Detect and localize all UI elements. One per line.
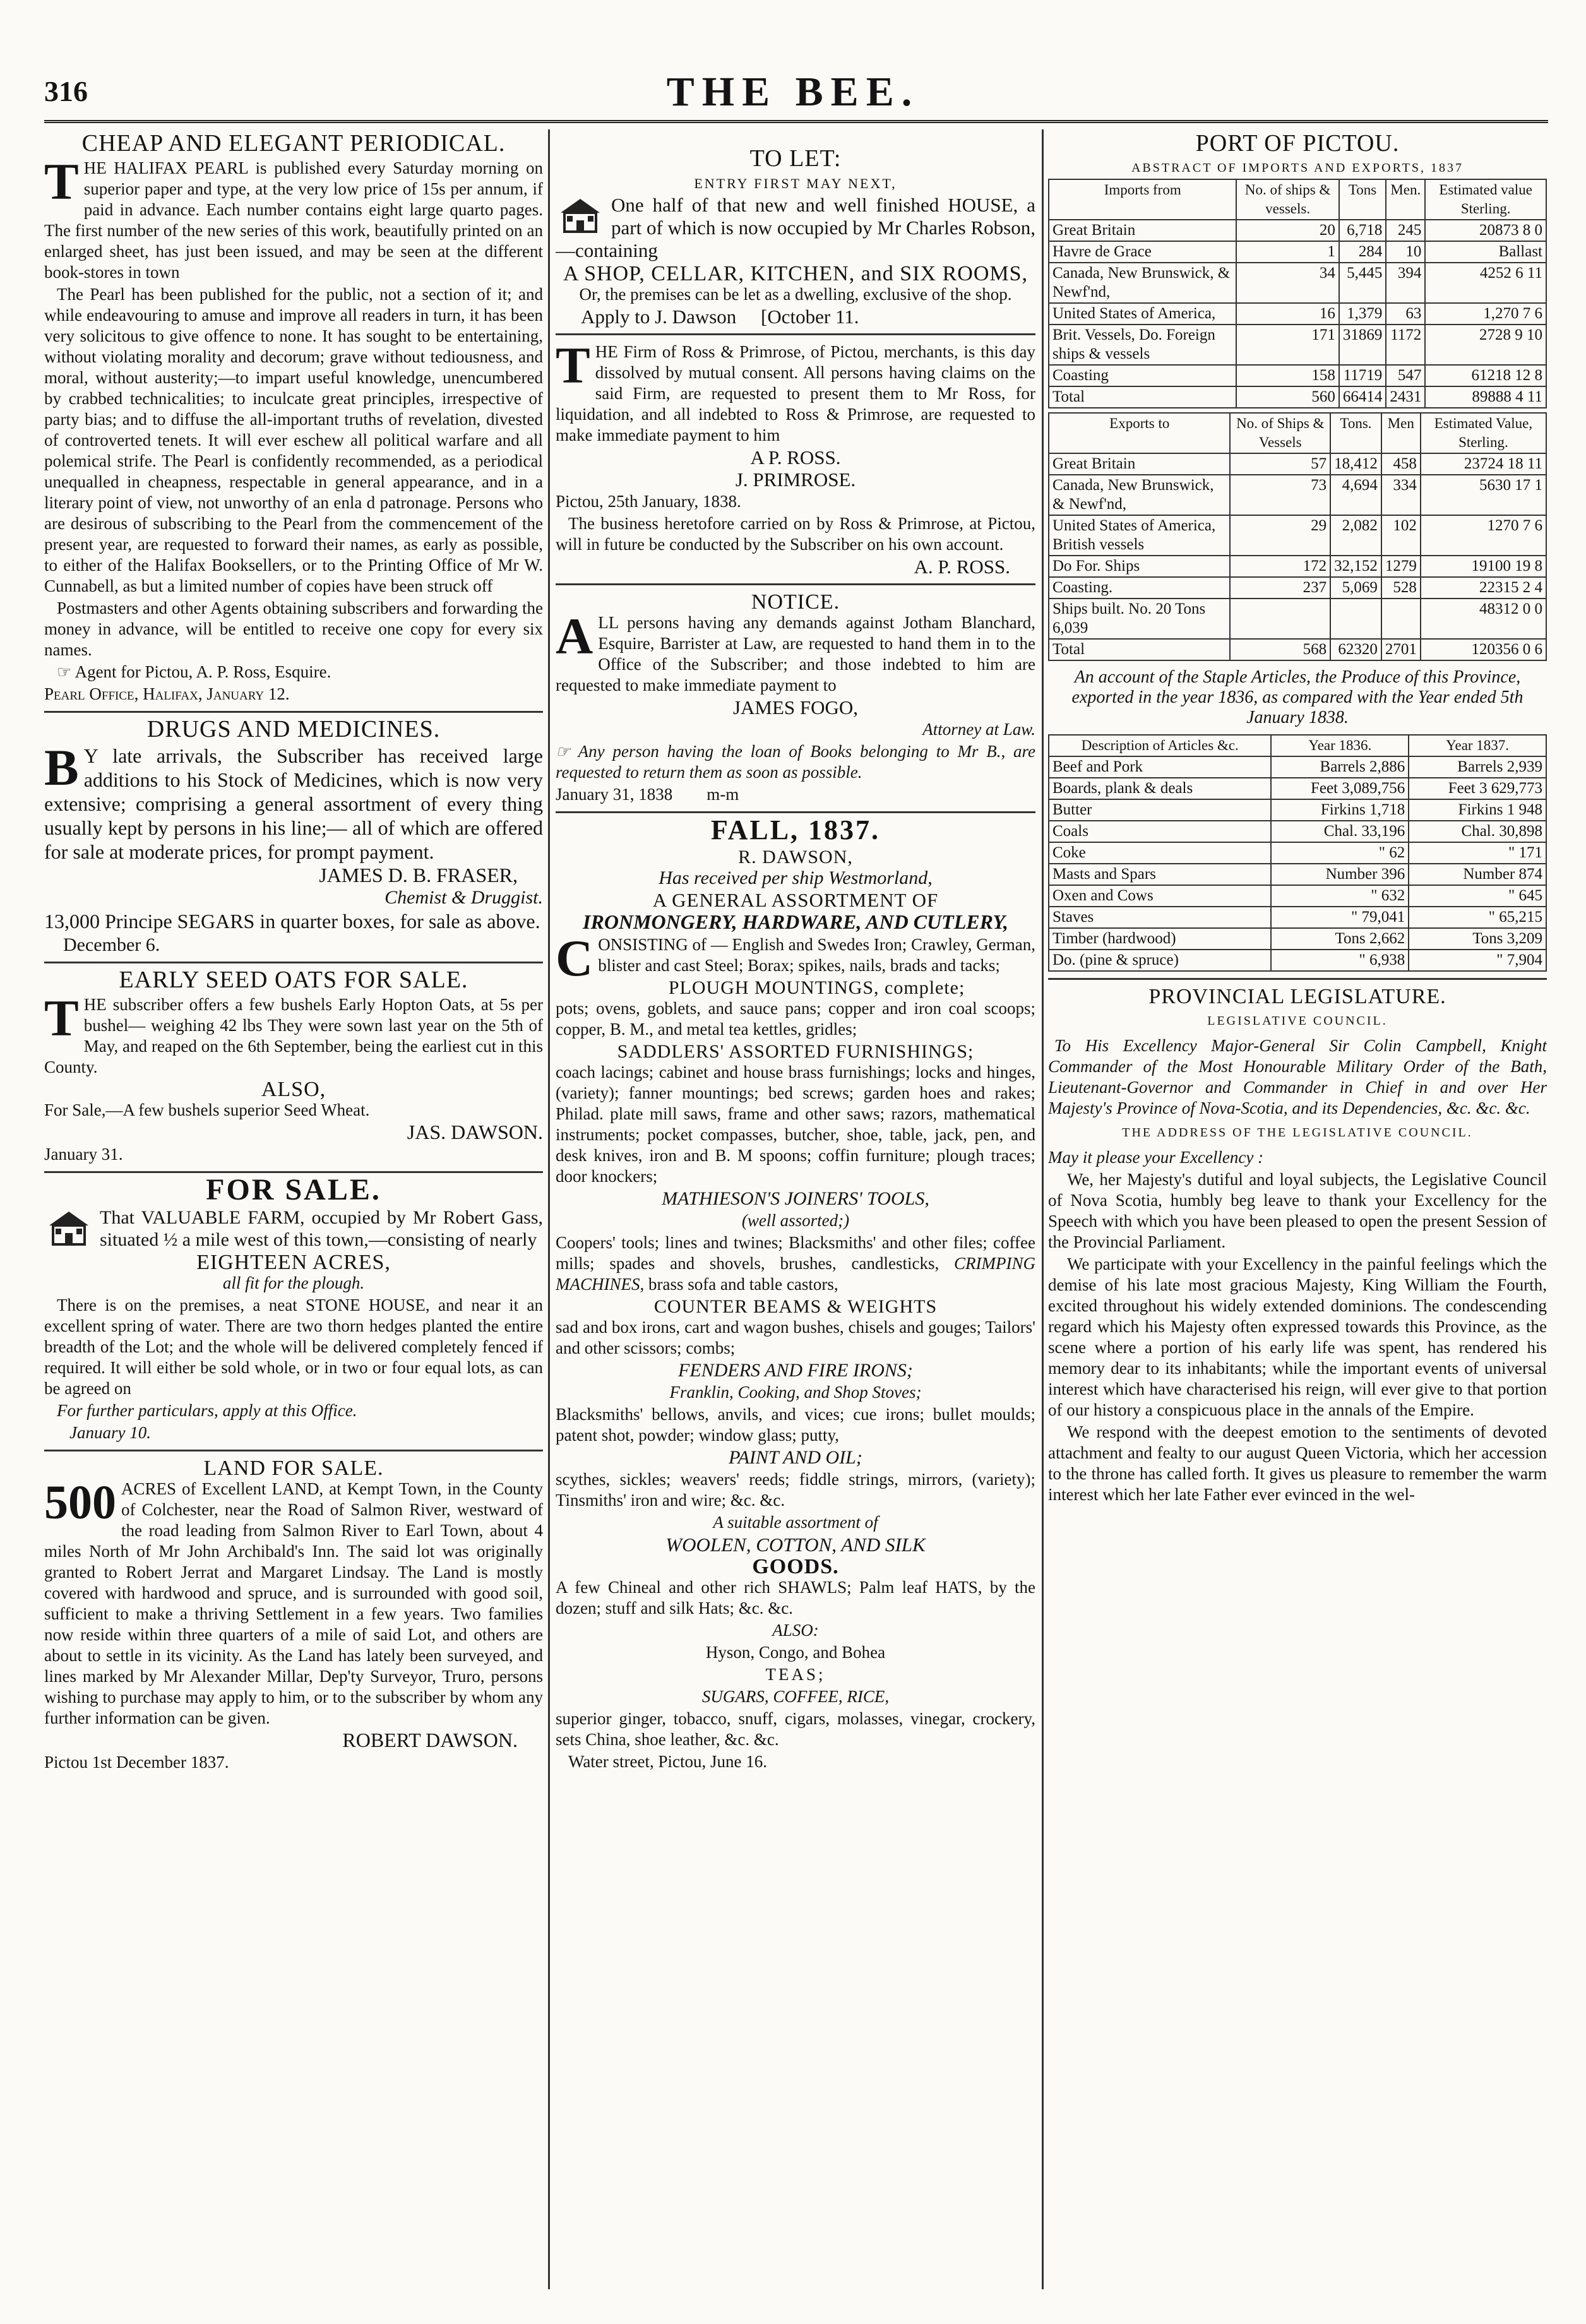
table-cell: 20: [1236, 220, 1339, 241]
heading: DRUGS AND MEDICINES.: [146, 716, 441, 742]
table-row: [1049, 325, 1546, 365]
paragraph: We respond with the deepest emotion to the sentiments of devoted attachment and fealty to our august Queen Victoria, which her accession to the throne has called forth. It gives us pleasure to remember the warm interest which her late Father ever evinced in the wel-: [1048, 1422, 1547, 1504]
pointing-hand-icon: ☞: [556, 742, 571, 761]
paragraph: Coopers' tools; lines and twines; Blacksmiths' and other files; coffee mills; spades and shovels, brushes, candlesticks, CRIMPING MACHINES, brass sofa and table castors,: [556, 1233, 1035, 1294]
paragraph: That VALUABLE FARM, occupied by Mr Robert Gass, situated ½ a mile west of this town,—consisting of nearly: [44, 1207, 543, 1251]
table-cell: Great Britain: [1049, 220, 1236, 241]
paragraph: 500 ACRES of Excellent LAND, at Kempt Town, in the County of Colchester, near the Road of Salmon River, westward of the road leading from Salmon River to Earl Town, about 4 miles North of Mr John Archibald's Inn. The said lot was originally granted to Robert Jerrat and Margaret Lindsay. The Land is mostly covered with hardwood and spruce, and is surrounded with good soil, sufficient to make a thriving Settlement in a few years. Two families now reside within three quarters of a mile of said Lot, and others are about to settle in its vicinity. As the Land has lately been surveyed, and lines marked by Mr Alexander Millar, Dep'ty Surveyor, Truro, persons wishing to purchase may apply to him, or to the subscriber by whom any further information can be given.: [44, 1476, 543, 1727]
subheading: PAINT AND OIL;: [729, 1447, 862, 1468]
subheading: ENTRY FIRST MAY NEXT,: [694, 176, 897, 191]
table-row: [1049, 220, 1546, 241]
subheading: Franklin, Cooking, and Shop Stoves;: [669, 1383, 922, 1402]
table-cell: 34: [1236, 263, 1339, 303]
signature: A P. ROSS.: [750, 446, 841, 468]
table-cell: 1,379: [1339, 303, 1386, 325]
table-header-cell: No. of ships & vessels.: [1236, 179, 1339, 220]
table-cell: Ships built. No. 20 Tons 6,039: [1049, 599, 1230, 639]
divider: [556, 811, 1035, 813]
heading: PROVINCIAL LEGISLATURE.: [1148, 985, 1446, 1008]
subheading: A SHOP, CELLAR, KITCHEN, and SIX ROOMS,: [563, 262, 1029, 285]
table-cell: Canada, New Brunswick, & Newf'nd,: [1049, 475, 1230, 515]
table-cell: Coke: [1049, 842, 1271, 864]
subheading: R. DAWSON,: [738, 847, 853, 867]
exports-table: [1048, 412, 1547, 661]
table-cell: Brit. Vessels, Do. Foreign ships & vessels: [1049, 325, 1236, 365]
date: January 10.: [69, 1423, 151, 1442]
paragraph: THE Firm of Ross & Primrose, of Pictou, merchants, is this day dissolved by mutual consent. All persons having claims on the said Firm, are requested to present them to Mr Ross, for liquidation, and all indebted to Ross & Primrose, are requested to make immediate payment to him: [556, 337, 1035, 444]
subheading: MATHIESON'S JOINERS' TOOLS,: [662, 1188, 929, 1209]
table-cell: Oxen and Cows: [1049, 885, 1271, 907]
table-cell: 57: [1230, 453, 1330, 475]
paragraph: We, her Majesty's dutiful and loyal subjects, the Legislative Council of Nova Scotia, humbly beg leave to thank your Excellency for the Speech with which you have been pleased to open the present Session of the Provincial Parliament.: [1048, 1170, 1547, 1251]
subheading: Has received per ship Westmorland,: [659, 867, 933, 888]
paragraph: 13,000 Principe SEGARS in quarter boxes, for sale as above.: [44, 910, 540, 933]
drop-cap: T: [44, 989, 79, 1047]
table-cell: 1,270 7 6: [1425, 303, 1546, 325]
table-cell: 23724 18 11: [1421, 453, 1546, 475]
table-cell: 2728 9 10: [1425, 325, 1546, 365]
table-cell: Masts and Spars: [1049, 864, 1271, 885]
table-cell: Beef and Pork: [1049, 756, 1271, 778]
table-cell: 5630 17 1: [1421, 475, 1546, 515]
table-cell: Coasting.: [1049, 577, 1230, 599]
table-cell: Ballast: [1425, 241, 1546, 263]
column-middle: [556, 129, 1035, 2292]
table-row: [1049, 928, 1546, 950]
table-cell: 63: [1386, 303, 1425, 325]
table-cell: 11719: [1339, 365, 1386, 386]
paragraph: The Pearl has been published for the public, not a section of it; and while endeavouring to amuse and improve all readers in turn, it has been very solicitous to give offence to none. It has sought to be entertaining, without violating morality and decorum; grave without tediousness, and moral, without austerity;—to impart useful knowledge, unencumbered by crabbed technicalities; to inculcate great principles, irrespective of party bias; and to diffuse the all-important truths of revelation, divested of controverted tenets. It will ever eschew all political warfare and all polemical strife. The Pearl is confidently recommended, as a periodical unequalled in cheapness, respectable in general appearance, and in a literary point of view, not unworthy of an enla d patronage. Persons who are desirous of subscribing to the Pearl from the commencement of the present year, are requested to forward their names, as early as possible, to either of the Halifax Booksellers, or to the Printing Office of Mr W. Cunnabell, as but a limited number of copies have been struck off: [44, 285, 543, 595]
subheading: A suitable assortment of: [713, 1513, 878, 1532]
table-cell: Firkins 1,718: [1271, 799, 1409, 821]
table-cell: [1381, 599, 1421, 639]
subheading: ALSO:: [772, 1621, 819, 1640]
table-cell: 334: [1381, 475, 1421, 515]
table-cell: Barrels 2,939: [1409, 756, 1546, 778]
paragraph: sad and box irons, cart and wagon bushes, chisels and gouges; Tailors' and other scissors; combs;: [556, 1318, 1035, 1357]
office-line: Pearl Office, Halifax, January 12.: [44, 684, 290, 703]
signature: ROBERT DAWSON.: [342, 1729, 518, 1751]
heading: LAND FOR SALE.: [203, 1457, 384, 1480]
table-row: [1049, 950, 1546, 971]
imports-table: [1048, 179, 1547, 408]
table-header-cell: Men.: [1386, 179, 1425, 220]
paragraph: scythes, sickles; weavers' reeds; fiddle strings, mirrors, (variety); Tinsmiths' iron and wire; &c. &c.: [556, 1470, 1035, 1510]
subheading: ABSTRACT OF IMPORTS AND EXPORTS, 1837: [1131, 161, 1464, 175]
table-cell: 172: [1230, 556, 1330, 577]
table-row: [1049, 799, 1546, 821]
table-cell: 29: [1230, 515, 1330, 556]
table-row: [1049, 842, 1546, 864]
subheading: EIGHTEEN ACRES,: [196, 1251, 391, 1274]
date: Pictou 1st December 1837.: [44, 1753, 229, 1772]
table-row: [1049, 263, 1546, 303]
table-cell: 66414: [1339, 386, 1386, 408]
subheading: GOODS.: [752, 1555, 839, 1578]
subheading: ALSO,: [261, 1078, 326, 1101]
table-cell: " 62: [1271, 842, 1409, 864]
table-row: [1049, 778, 1546, 799]
apply-line: Apply to J. Dawson [October 11.: [581, 306, 859, 328]
table-cell: 48312 0 0: [1421, 599, 1546, 639]
drop-cap: T: [44, 153, 79, 210]
table-cell: Do For. Ships: [1049, 556, 1230, 577]
drop-cap: B: [44, 739, 79, 796]
column-left: [44, 129, 543, 2292]
paragraph: A few Chineal and other rich SHAWLS; Palm leaf HATS, by the dozen; stuff and silk Hats; &c. &c.: [556, 1578, 1035, 1618]
column-right: [1048, 129, 1547, 2292]
table-cell: Firkins 1 948: [1409, 799, 1546, 821]
heading: TO LET:: [749, 145, 842, 172]
masthead: THE BEE.: [666, 69, 920, 115]
table-cell: Staves: [1049, 907, 1271, 928]
table-cell: 10: [1386, 241, 1425, 263]
divider: [556, 333, 1035, 335]
column-rule: [548, 129, 550, 2289]
table-row: [1049, 515, 1546, 556]
paragraph: An account of the Staple Articles, the Produce of this Province, exported in the year 1836, as compared with the Year ended 5th January 1838.: [1071, 667, 1523, 727]
table-header-row: [1049, 179, 1546, 220]
table-header-cell: Tons: [1339, 179, 1386, 220]
table-row: [1049, 386, 1546, 408]
house-icon: [556, 195, 605, 233]
table-row: [1049, 599, 1546, 639]
subheading: IRONMONGERY, HARDWARE, AND CUTLERY,: [583, 910, 1008, 933]
paragraph: CONSISTING of — English and Swedes Iron; Crawley, German, blister and cast Steel; Borax; spikes, nails, brads and tacks;: [556, 929, 1035, 987]
table-cell: 245: [1386, 220, 1425, 241]
paragraph: For further particulars, apply at this Office.: [57, 1401, 357, 1420]
table-cell: 237: [1230, 577, 1330, 599]
table-cell: Number 396: [1271, 864, 1409, 885]
table-header-row: [1049, 735, 1546, 756]
table-cell: 5,445: [1339, 263, 1386, 303]
table-cell: 62320: [1330, 639, 1381, 660]
subheading: PLOUGH MOUNTINGS, complete;: [668, 977, 965, 998]
subheading: TEAS;: [765, 1665, 826, 1684]
table-cell: 89888 4 11: [1425, 386, 1546, 408]
table-cell: 560: [1236, 386, 1339, 408]
table-header-cell: Imports from: [1049, 179, 1236, 220]
table-header-row: [1049, 413, 1546, 453]
table-header-cell: Estimated value Sterling.: [1425, 179, 1546, 220]
table-cell: [1230, 599, 1330, 639]
table-cell: 158: [1236, 365, 1339, 386]
table-cell: Coals: [1049, 821, 1271, 842]
table-cell: Barrels 2,886: [1271, 756, 1409, 778]
table-cell: 1: [1236, 241, 1339, 263]
paragraph: The business heretofore carried on by Ross & Primrose, at Pictou, will in future be conducted by the Subscriber on his own account.: [556, 514, 1035, 554]
table-cell: Feet 3 629,773: [1409, 778, 1546, 799]
table-cell: Havre de Grace: [1049, 241, 1236, 263]
table-cell: 1172: [1386, 325, 1425, 365]
table-cell: 568: [1230, 639, 1330, 660]
table-cell: " 7,904: [1409, 950, 1546, 971]
heading: CHEAP AND ELEGANT PERIODICAL.: [81, 130, 506, 157]
table-cell: 394: [1386, 263, 1425, 303]
table-cell: " 6,938: [1271, 950, 1409, 971]
date: January 31, 1838 m-m: [556, 785, 739, 804]
table-row: [1049, 577, 1546, 599]
paragraph: THE HALIFAX PEARL is published every Saturday morning on superior paper and type, at the very low price of 15s per annum, if paid in advance. Each number contains eight large quarto pages. The first number of the new series of this work, beautifully printed on an enlarged sheet, has just been issued, and may be seen at the different book-stores in town: [44, 153, 543, 282]
table-row: [1049, 453, 1546, 475]
subheading: Hyson, Congo, and Bohea: [705, 1643, 886, 1662]
signature: JAMES FOGO,: [732, 696, 859, 718]
table-cell: " 79,041: [1271, 907, 1409, 928]
table-cell: 102: [1381, 515, 1421, 556]
table-cell: 547: [1386, 365, 1425, 386]
paragraph: Water street, Pictou, June 16.: [568, 1752, 767, 1771]
table-header-cell: Exports to: [1049, 413, 1230, 453]
paragraph: May it please your Excellency :: [1048, 1148, 1264, 1167]
drop-cap: T: [556, 337, 590, 394]
pointing-hand-icon: ☞: [57, 663, 72, 681]
table-row: [1049, 365, 1546, 386]
table-row: [1049, 639, 1546, 660]
subheading: SADDLERS' ASSORTED FURNISHINGS;: [617, 1041, 974, 1062]
paragraph: One half of that new and well finished HOUSE, a part of which is now occupied by Mr Charles Robson,—containing: [556, 194, 1035, 261]
table-cell: 528: [1381, 577, 1421, 599]
subheading: (well assorted;): [741, 1211, 850, 1230]
table-header-cell: Estimated Value, Sterling.: [1421, 413, 1546, 453]
table-cell: Butter: [1049, 799, 1271, 821]
table-cell: Do. (pine & spruce): [1049, 950, 1271, 971]
paragraph: pots; ovens, goblets, and sauce pans; copper and iron coal scoops; copper, B. M., and metal tea kettles, gridles;: [556, 999, 1035, 1039]
drop-cap: C: [556, 929, 593, 987]
table-cell: [1330, 599, 1381, 639]
paragraph: Blacksmiths' bellows, anvils, and vices; cue irons; bullet moulds; patent shot, powder; window glass; putty,: [556, 1405, 1035, 1445]
table-row: [1049, 864, 1546, 885]
subheading: WOOLEN, COTTON, AND SILK: [665, 1534, 926, 1556]
paragraph: For Sale,—A few bushels superior Seed Wheat.: [44, 1100, 370, 1119]
table-row: [1049, 475, 1546, 515]
subheading: COUNTER BEAMS & WEIGHTS: [653, 1296, 938, 1317]
table-cell: 31869: [1339, 325, 1386, 365]
table-cell: 22315 2 4: [1421, 577, 1546, 599]
table-cell: 19100 19 8: [1421, 556, 1546, 577]
table-cell: " 171: [1409, 842, 1546, 864]
table-cell: Timber (hardwood): [1049, 928, 1271, 950]
subheading: all fit for the plough.: [222, 1273, 365, 1292]
subheading: FENDERS AND FIRE IRONS;: [678, 1360, 913, 1381]
paragraph: Or, the premises can be let as a dwelling, exclusive of the shop.: [579, 285, 1012, 304]
table-cell: United States of America,: [1049, 303, 1236, 325]
date: December 6.: [63, 934, 160, 955]
subheading: A GENERAL ASSORTMENT OF: [652, 889, 939, 911]
table-cell: " 645: [1409, 885, 1546, 907]
table-row: [1049, 241, 1546, 263]
table-cell: Chal. 30,898: [1409, 821, 1546, 842]
subheading: SUGARS, COFFEE, RICE,: [701, 1687, 890, 1706]
table-cell: 4252 6 11: [1425, 263, 1546, 303]
table-cell: Canada, New Brunswick, & Newf'nd,: [1049, 263, 1236, 303]
table-cell: " 65,215: [1409, 907, 1546, 928]
table-cell: 61218 12 8: [1425, 365, 1546, 386]
date: January 31.: [44, 1145, 123, 1164]
agent-line: ☞ Agent for Pictou, A. P. Ross, Esquire.: [57, 662, 331, 681]
divider: [556, 583, 1035, 585]
table-cell: Boards, plank & deals: [1049, 778, 1271, 799]
subheading: THE ADDRESS OF THE LEGISLATIVE COUNCIL.: [1122, 1126, 1473, 1140]
table-cell: 73: [1230, 475, 1330, 515]
page-number: 316: [44, 75, 88, 107]
table-cell: Chal. 33,196: [1271, 821, 1409, 842]
table-cell: 120356 0 6: [1421, 639, 1546, 660]
table-row: [1049, 907, 1546, 928]
table-cell: Total: [1049, 639, 1230, 660]
table-cell: 171: [1236, 325, 1339, 365]
table-header-cell: Year 1837.: [1409, 735, 1546, 756]
paragraph: We participate with your Excellency in the painful feelings which the demise of his late most gracious Majesty, King William the Fourth, excited throughout his widely extended dominions. The condescending regard which his Majesty often expressed towards this Province, as the scene where a portion of his early life was spent, has rendered his memory dear to its inhabitants; while the important events of universal interest which have characterised his reign, will ever give to that portion of our history a conspicuous place in the annals of the Empire.: [1048, 1254, 1547, 1419]
table-cell: Tons 2,662: [1271, 928, 1409, 950]
paragraph: superior ginger, tobacco, snuff, cigars, molasses, vinegar, crockery, sets China, shoe leather, &c. &c.: [556, 1709, 1035, 1749]
table-cell: 32,152: [1330, 556, 1381, 577]
house-icon: [44, 1208, 93, 1246]
paragraph: There is on the premises, a neat STONE HOUSE, and near it an excellent spring of water. There are two thorn hedges planted the entire breadth of the Lot; and the whole will be delivered completely fenced if required. It will either be sold whole, or in two or four equal lots, as can be agreed on: [44, 1296, 543, 1398]
table-row: [1049, 885, 1546, 907]
table-cell: Tons 3,209: [1409, 928, 1546, 950]
paragraph: To His Excellency Major-General Sir Colin Campbell, Knight Commander of the Most Honourable Military Order of the Bath, Lieutenant-Governor and Commander in Chief in and over Her Majesty's Province of Nova-Scotia, and its Dependencies, &c. &c. &c.: [1048, 1036, 1547, 1117]
signature: A. P. ROSS.: [914, 556, 1010, 578]
signature-title: Chemist & Druggist.: [385, 887, 543, 908]
heading: EARLY SEED OATS FOR SALE.: [119, 967, 468, 993]
paragraph: Postmasters and other Agents obtaining subscribers and forwarding the money in advance, will be entitled to receive one copy for every six names.: [44, 599, 543, 659]
table-cell: Coasting: [1049, 365, 1236, 386]
articles-table: [1048, 734, 1547, 972]
heading: FOR SALE.: [206, 1173, 381, 1207]
table-cell: 1270 7 6: [1421, 515, 1546, 556]
drop-cap: A: [556, 607, 593, 665]
big-number: 500: [44, 1476, 116, 1529]
divider: [44, 962, 543, 963]
signature-title: Attorney at Law.: [922, 720, 1035, 739]
table-cell: 16: [1236, 303, 1339, 325]
heading: FALL, 1837.: [710, 814, 881, 845]
signature: JAS. DAWSON.: [407, 1121, 543, 1143]
table-header-cell: Year 1836.: [1271, 735, 1409, 756]
paragraph: THE subscriber offers a few bushels Early Hopton Oats, at 5s per bushel— weighing 42 lbs They were sown last year on the 5th of May, and reaped on the 6th September, being the earliest cut in this County.: [44, 989, 543, 1076]
table-cell: 2,082: [1330, 515, 1381, 556]
column-rule: [1042, 129, 1044, 2289]
divider: [1048, 978, 1547, 980]
heading: NOTICE.: [751, 590, 840, 614]
table-cell: 18,412: [1330, 453, 1381, 475]
table-cell: 458: [1381, 453, 1421, 475]
table-row: [1049, 756, 1546, 778]
table-header-cell: Tons.: [1330, 413, 1381, 453]
top-rule: [44, 120, 1548, 123]
table-cell: " 632: [1271, 885, 1409, 907]
table-cell: Great Britain: [1049, 453, 1230, 475]
table-row: [1049, 821, 1546, 842]
table-cell: 1279: [1381, 556, 1421, 577]
table-header-cell: No. of Ships & Vessels: [1230, 413, 1330, 453]
divider: [44, 711, 543, 713]
paragraph: ☞ Any person having the loan of Books belonging to Mr B., are requested to return them as soon as possible.: [556, 742, 1035, 782]
table-cell: 5,069: [1330, 577, 1381, 599]
signature: J. PRIMROSE.: [735, 468, 856, 491]
table-cell: Number 874: [1409, 864, 1546, 885]
table-cell: Feet 3,089,756: [1271, 778, 1409, 799]
paragraph: ALL persons having any demands against Jotham Blanchard, Esquire, Barrister at Law, are requested to hand them in to the Office of the Subscriber; and those indebted to him are requested to make immediate payment to: [556, 607, 1035, 694]
table-row: [1049, 556, 1546, 577]
table-cell: 20873 8 0: [1425, 220, 1546, 241]
table-cell: 2431: [1386, 386, 1425, 408]
table-cell: United States of America, British vessels: [1049, 515, 1230, 556]
divider: [44, 1450, 543, 1451]
table-header-cell: Men: [1381, 413, 1421, 453]
table-cell: 284: [1339, 241, 1386, 263]
table-cell: 2701: [1381, 639, 1421, 660]
signature: JAMES D. B. FRASER,: [319, 864, 518, 886]
table-cell: Total: [1049, 386, 1236, 408]
date: Pictou, 25th January, 1838.: [556, 492, 741, 511]
paragraph: B Y late arrivals, the Subscriber has received large additions to his Stock of Medicines, which is now very extensive; comprising a general assortment of every thing usually kept by persons in his line;— all of which are offered for sale at moderate prices, for prompt payment.: [44, 739, 543, 863]
table-row: [1049, 303, 1546, 325]
heading: PORT OF PICTOU.: [1195, 130, 1400, 157]
paragraph: coach lacings; cabinet and house brass furnishings; locks and hinges, (variety); fanner mountings; bed screws; garden hoes and rakes; Philad. plate mill saws, frame and other saws; razors, mathematical instruments; pocket compasses, butcher, shoe, table, jack, pen, and desk knives, iron and B. M spoons; coffin furniture; plough traces; door knockers;: [556, 1063, 1035, 1186]
table-cell: 4,694: [1330, 475, 1381, 515]
table-header-cell: Description of Articles &c.: [1049, 735, 1271, 756]
subheading: LEGISLATIVE COUNCIL.: [1207, 1014, 1388, 1028]
table-cell: 6,718: [1339, 220, 1386, 241]
